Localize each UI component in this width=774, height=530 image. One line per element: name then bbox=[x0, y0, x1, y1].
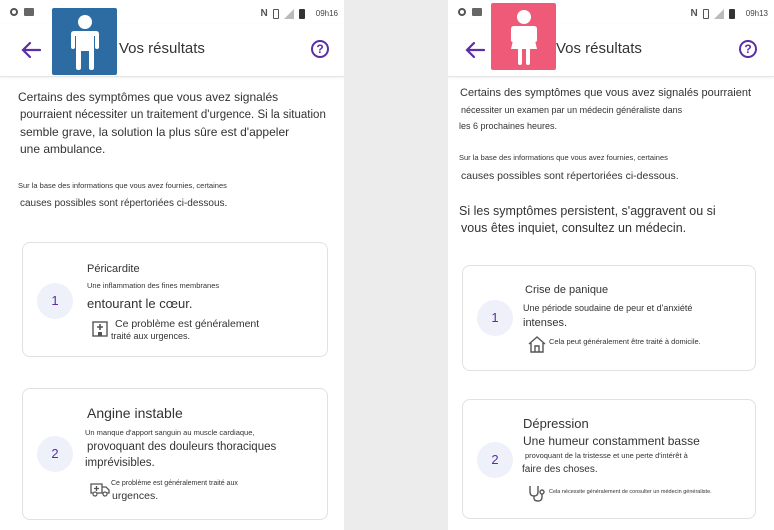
image-icon bbox=[24, 8, 34, 16]
result-card[interactable] bbox=[22, 242, 328, 357]
notification-icon bbox=[10, 8, 18, 16]
info-line: Sur la base des informations que vous avez fournies, certaines bbox=[18, 181, 227, 190]
female-person-icon bbox=[491, 3, 556, 70]
result-name: Péricardite bbox=[87, 263, 140, 275]
intro-line: Certains des symptômes que vous avez signalés pourraient bbox=[460, 87, 752, 99]
intro-line: pourraient nécessiter un traitement d'urgence. Si la situation bbox=[20, 109, 326, 121]
left-phone-screen bbox=[0, 0, 344, 530]
result-hint: traité aux urgences. bbox=[111, 331, 191, 341]
signal-icon bbox=[714, 9, 724, 19]
result-description: Une humeur constamment basse bbox=[523, 434, 700, 448]
nfc-icon: N bbox=[690, 8, 698, 19]
info-line: causes possibles sont répertoriées ci-dessous. bbox=[20, 198, 228, 209]
result-hint: urgences. bbox=[112, 490, 159, 502]
advice-line: Si les symptômes persistent, s'aggravent ou si bbox=[459, 204, 716, 218]
result-description: intenses. bbox=[523, 317, 568, 329]
nfc-icon: N bbox=[260, 8, 268, 19]
intro-line: semble grave, la solution la plus sûre est d'appeler bbox=[20, 125, 290, 139]
advice-line: vous êtes inquiet, consultez un médecin. bbox=[461, 221, 687, 235]
result-description: provoquant des douleurs thoraciques bbox=[87, 441, 277, 453]
info-line: causes possibles sont répertoriées ci-dessous. bbox=[461, 170, 679, 182]
result-hint: Cela peut généralement être traité à domicile. bbox=[549, 337, 701, 346]
intro-line: nécessiter un examen par un médecin généraliste dans bbox=[461, 105, 683, 115]
result-card[interactable] bbox=[22, 388, 328, 520]
result-description: imprévisibles. bbox=[85, 457, 155, 469]
status-time: 09h16 bbox=[315, 9, 338, 18]
result-number: 1 bbox=[477, 300, 513, 336]
result-name: Crise de panique bbox=[525, 284, 609, 296]
result-name: Angine instable bbox=[87, 405, 183, 421]
result-name: Dépression bbox=[523, 416, 589, 431]
result-number: 2 bbox=[37, 436, 73, 472]
result-description: provoquant de la tristesse et une perte d'intérêt à bbox=[525, 451, 688, 460]
home-icon bbox=[527, 335, 547, 353]
page-title: Vos résultats bbox=[556, 40, 642, 57]
result-description: Un manque d'apport sanguin au muscle cardiaque, bbox=[85, 428, 255, 437]
result-description: faire des choses. bbox=[522, 464, 598, 475]
intro-line: les 6 prochaines heures. bbox=[459, 121, 558, 131]
right-phone-screen bbox=[448, 0, 774, 530]
result-hint: Ce problème est généralement traité aux bbox=[111, 480, 238, 487]
result-description: entourant le cœur. bbox=[87, 296, 193, 311]
battery-icon bbox=[299, 9, 305, 19]
help-icon[interactable]: ? bbox=[739, 40, 757, 58]
battery-icon bbox=[729, 9, 735, 19]
help-icon[interactable]: ? bbox=[311, 40, 329, 58]
result-description: Une période soudaine de peur et d'anxiété bbox=[523, 303, 693, 313]
notification-icon bbox=[458, 8, 466, 16]
info-line: Sur la base des informations que vous avez fournies, certaines bbox=[459, 153, 668, 162]
result-description: Une inflammation des fines membranes bbox=[87, 281, 220, 290]
signal-icon bbox=[284, 9, 294, 19]
image-icon bbox=[472, 8, 482, 16]
result-card[interactable] bbox=[462, 265, 756, 371]
vibrate-icon bbox=[703, 9, 709, 19]
male-person-icon bbox=[52, 8, 117, 75]
hospital-icon bbox=[91, 319, 109, 337]
intro-line: Certains des symptômes que vous avez signalés bbox=[18, 90, 279, 104]
ambulance-icon bbox=[90, 481, 110, 497]
result-number: 1 bbox=[37, 283, 73, 319]
vibrate-icon bbox=[273, 9, 279, 19]
page-title: Vos résultats bbox=[119, 40, 205, 57]
status-time: 09h13 bbox=[745, 9, 768, 18]
result-hint: Cela nécessite généralement de consulter un médecin généraliste. bbox=[549, 489, 712, 495]
intro-line: une ambulance. bbox=[20, 142, 106, 156]
result-number: 2 bbox=[477, 442, 513, 478]
back-arrow-icon[interactable] bbox=[20, 40, 42, 60]
result-hint: Ce problème est généralement bbox=[115, 318, 260, 330]
back-arrow-icon[interactable] bbox=[464, 40, 486, 60]
result-card[interactable] bbox=[462, 399, 756, 519]
stethoscope-icon bbox=[527, 484, 547, 502]
